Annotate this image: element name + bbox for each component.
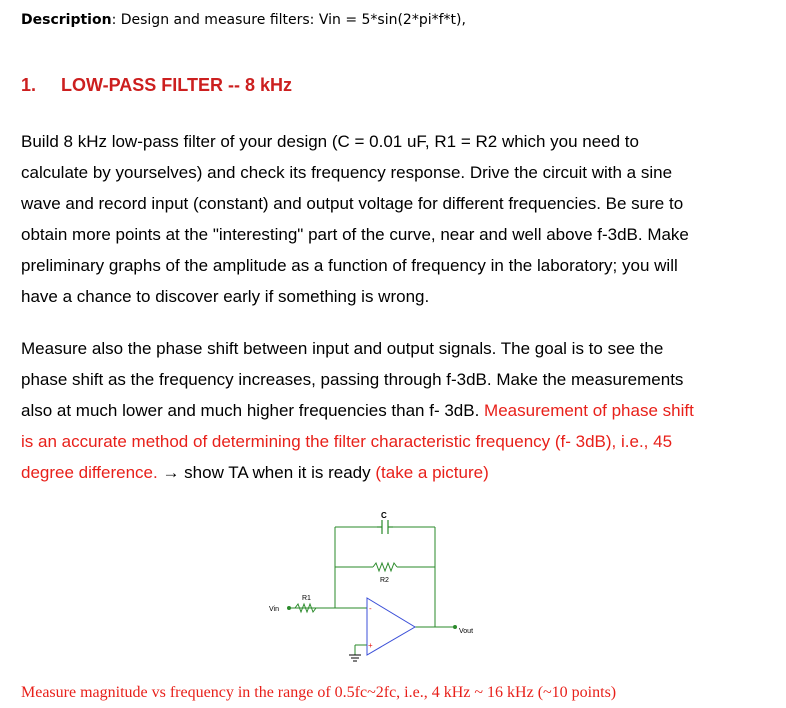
paragraph-line (21, 457, 766, 488)
emphasis-text: Measurement of phase shift (484, 401, 694, 420)
capacitor-symbol (377, 520, 393, 534)
paragraph-line: wave and record input (constant) and output voltage for different frequencies. Be sure to (21, 194, 684, 213)
footer-note: Measure magnitude vs frequency in the range of 0.5fc~2fc, i.e., 4 kHz ~ 16 kHz (~10 points) (21, 684, 617, 701)
inverting-input-label: - (369, 604, 372, 613)
resistor-r1-label: R1 (302, 595, 311, 602)
resistor-r2-label: R2 (380, 577, 389, 584)
vin-terminal (287, 606, 291, 610)
resistor-r2-symbol (373, 563, 397, 571)
paragraph-line: have a chance to discover early if something is wrong. (21, 287, 430, 306)
paragraph-phase (21, 333, 766, 488)
capacitor-label: C (381, 511, 387, 520)
paragraph-line: obtain more points at the "interesting" part of the curve, near and well above f-3dB. Make (21, 225, 689, 244)
description-text: : Design and measure filters: Vin = 5*sin(2*pi*f*t), (111, 12, 466, 28)
low-pass-filter-circuit (255, 505, 505, 665)
emphasis-text: degree difference. (21, 463, 158, 482)
section-title: LOW-PASS FILTER -- 8 kHz (61, 75, 292, 95)
noninverting-input-label: + (368, 641, 373, 650)
take-picture-note: (take a picture) (375, 463, 489, 482)
paragraph-line: Build 8 kHz low-pass filter of your design (C = 0.01 uF, R1 = R2 which you need to (21, 132, 639, 151)
emphasis-line: is an accurate method of determining the filter characteristic frequency (f- 3dB), i.e., 45 (21, 432, 673, 451)
description-line (21, 12, 466, 28)
description-label: Description (21, 12, 112, 28)
vin-label: Vin (269, 606, 279, 613)
paragraph-line (21, 395, 766, 426)
paragraph-line: calculate by yourselves) and check its frequency response. Drive the circuit with a sine (21, 163, 673, 182)
op-amp-symbol (367, 598, 415, 655)
paragraph-line: Measure also the phase shift between input and output signals. The goal is to see the (21, 339, 664, 358)
vout-terminal (453, 625, 457, 629)
paragraph-text: also at much lower and much higher frequencies than f- 3dB. (21, 401, 485, 420)
vout-label: Vout (459, 628, 474, 635)
section-heading (21, 75, 292, 96)
paragraph-line: phase shift as the frequency increases, passing through f-3dB. Make the measurements (21, 370, 684, 389)
paragraph-line: preliminary graphs of the amplitude as a function of frequency in the laboratory; you will (21, 256, 678, 275)
paragraph-text: → show TA when it is ready (157, 463, 376, 482)
ground-symbol (349, 655, 361, 661)
paragraph-build (21, 126, 766, 312)
section-number: 1. (21, 75, 37, 95)
